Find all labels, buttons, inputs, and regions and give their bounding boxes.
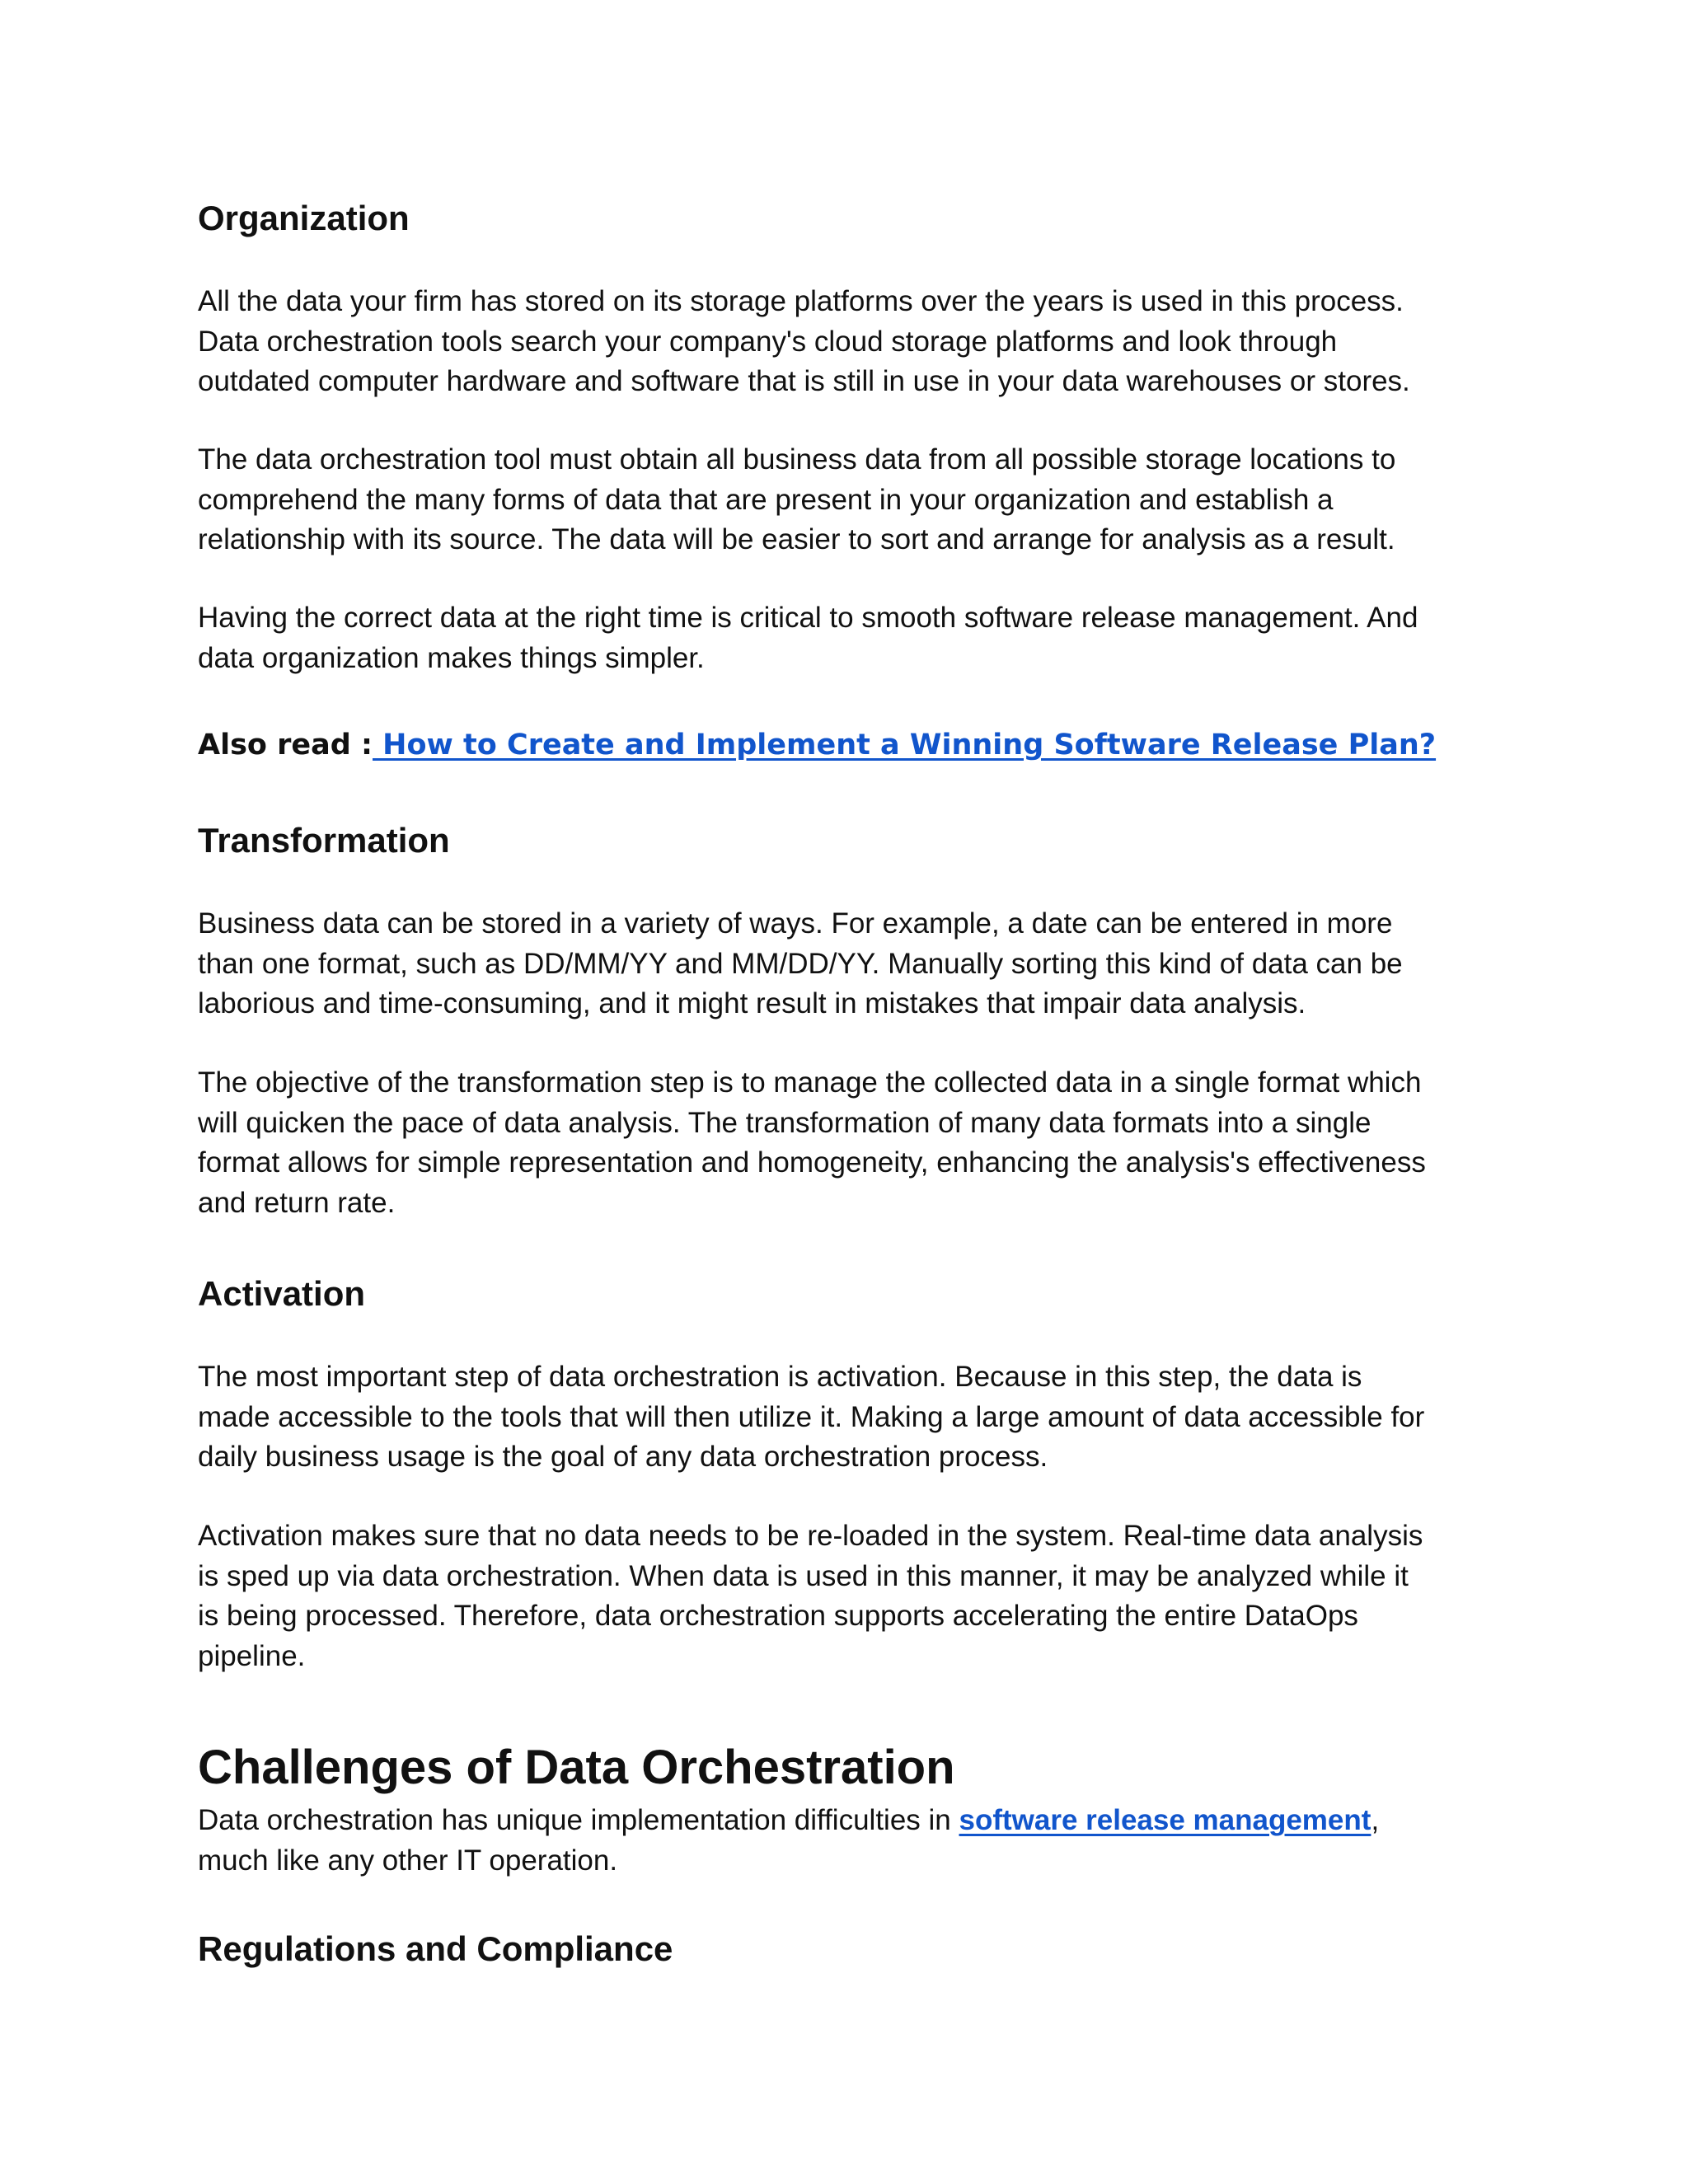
- text-line: Activation makes sure that no data needs to be re-loaded in the system. Real-time data analysis: [198, 1520, 1423, 1552]
- challenges-paragraph: [198, 1801, 1533, 1881]
- text-line: will quicken the pace of data analysis. The transformation of many data formats into a single: [198, 1106, 1372, 1139]
- transformation-paragraph-1: [198, 904, 1533, 1024]
- text-line: outdated computer hardware and software that is still in use in your data warehouses or stores.: [198, 365, 1410, 397]
- also-read-link[interactable]: How to Create and Implement a Winning Software Release Plan?: [373, 729, 1437, 762]
- text-line: laborious and time-consuming, and it might result in mistakes that impair data analysis.: [198, 987, 1306, 1019]
- text-line: data organization makes things simpler.: [198, 641, 705, 674]
- also-read: [198, 725, 1436, 765]
- heading-transformation: Transformation: [198, 821, 450, 860]
- text-line: is being processed. Therefore, data orchestration supports accelerating the entire DataOps: [198, 1600, 1358, 1632]
- text-line: format allows for simple representation and homogeneity, enhancing the analysis's effectiveness: [198, 1146, 1426, 1179]
- text-line: much like any other IT operation.: [198, 1844, 618, 1877]
- organization-paragraph-2: [198, 440, 1533, 560]
- text-line: pipeline.: [198, 1639, 306, 1672]
- text-line: than one format, such as DD/MM/YY and MM/DD/YY. Manually sorting this kind of data can be: [198, 947, 1403, 980]
- challenges-text-after: ,: [1371, 1804, 1380, 1836]
- text-line: and return rate.: [198, 1186, 396, 1219]
- activation-paragraph-1: [198, 1357, 1533, 1478]
- text-line: is sped up via data orchestration. When data is used in this manner, it may be analyzed while it: [198, 1559, 1409, 1592]
- text-line: The objective of the transformation step is to manage the collected data in a single format which: [198, 1066, 1422, 1099]
- organization-paragraph-3: [198, 598, 1533, 678]
- text-line: Data orchestration tools search your company's cloud storage platforms and look through: [198, 325, 1338, 358]
- organization-paragraph-1: [198, 282, 1533, 402]
- text-line: daily business usage is the goal of any data orchestration process.: [198, 1441, 1048, 1473]
- activation-paragraph-2: [198, 1516, 1533, 1676]
- text-line: relationship with its source. The data will be easier to sort and arrange for analysis as a result.: [198, 523, 1395, 555]
- heading-challenges: Challenges of Data Orchestration: [198, 1741, 955, 1794]
- heading-activation: Activation: [198, 1274, 366, 1313]
- text-line: [198, 1801, 1533, 1841]
- text-line: Having the correct data at the right time is critical to smooth software release management. And: [198, 602, 1418, 634]
- challenges-text-before: Data orchestration has unique implementation difficulties in: [198, 1804, 959, 1836]
- heading-regulations-compliance: Regulations and Compliance: [198, 1929, 673, 1968]
- text-line: All the data your firm has stored on its storage platforms over the years is used in this process.: [198, 285, 1404, 317]
- text-line: made accessible to the tools that will then utilize it. Making a large amount of data accessible for: [198, 1400, 1425, 1433]
- text-line: comprehend the many forms of data that are present in your organization and establish a: [198, 483, 1334, 516]
- text-line: The most important step of data orchestration is activation. Because in this step, the data is: [198, 1361, 1362, 1393]
- heading-organization: Organization: [198, 199, 410, 237]
- text-line: The data orchestration tool must obtain all business data from all possible storage locations to: [198, 443, 1396, 476]
- software-release-management-link[interactable]: software release management: [959, 1804, 1372, 1836]
- transformation-paragraph-2: [198, 1063, 1533, 1223]
- also-read-label: Also read :: [198, 729, 373, 762]
- text-line: Business data can be stored in a variety of ways. For example, a date can be entered in more: [198, 907, 1393, 940]
